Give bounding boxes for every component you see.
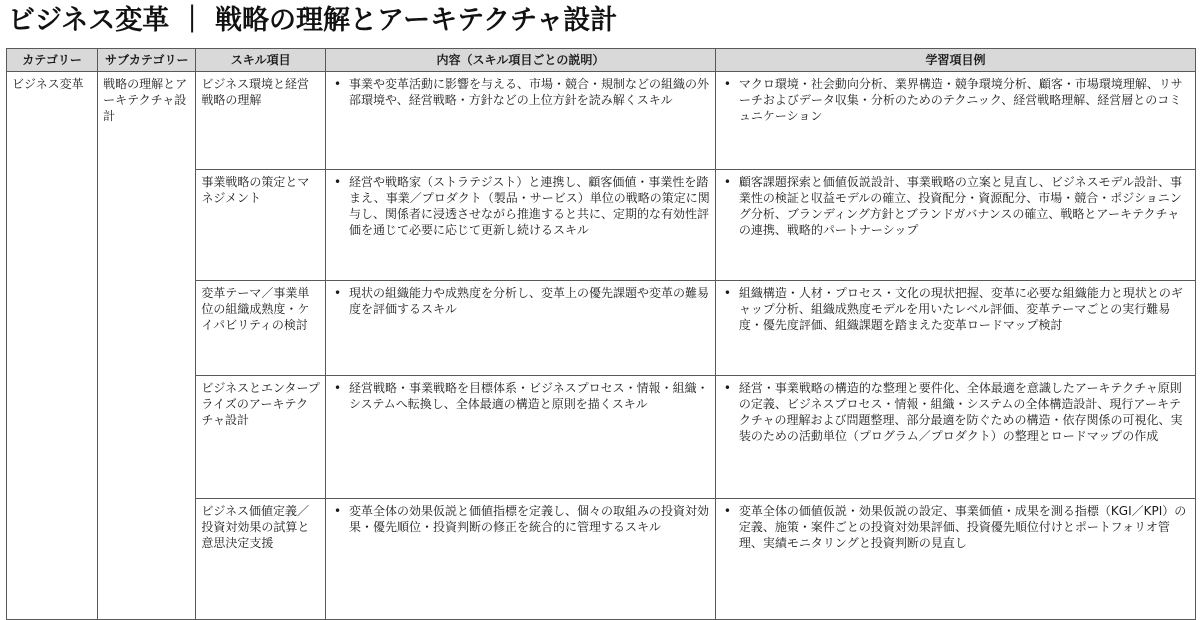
bullet-mark: • bbox=[723, 286, 731, 300]
category-cell: ビジネス変革 bbox=[7, 72, 98, 620]
learning-cell bbox=[715, 281, 1195, 376]
learning-cell bbox=[715, 376, 1195, 499]
learning-text: マクロ環境・社会動向分析、業界構造・競争環境分析、顧客・市場環境理解、リサーチおよびデータ収集・分析のためのテクニック、経営戦略理解、経営層とのコミュニケーション bbox=[738, 77, 1183, 123]
learning-text: 変革全体の価値仮説・効果仮説の設定、事業価値・成果を測る指標（KGI／KPI）の定義、施策・案件ごとの投資対効果評価、投資優先順位付けとポートフォリオ管理、実績モニタリングと投資判断の見直し bbox=[738, 504, 1187, 550]
learning-text: 顧客課題探索と価値仮説設計、事業戦略の立案と見直し、ビジネスモデル設計、事業性の検証と収益モデルの確立、投資配分・資源配分、市場・競合・ポジショニング分析、ブランディング方針とブランドガバナンスの確立、戦略とアーキテクチャの連携、戦略的パートナーシップ bbox=[738, 175, 1182, 237]
skill-cell: ビジネスとエンタープライズのアーキテクチャ設計 bbox=[196, 376, 326, 499]
header-category: カテゴリー bbox=[7, 49, 98, 72]
bullet-mark: • bbox=[334, 77, 342, 91]
learning-cell bbox=[715, 499, 1195, 620]
learning-cell bbox=[715, 72, 1195, 170]
content-cell bbox=[326, 72, 716, 170]
content-text: 事業や変革活動に影響を与える、市場・競合・規制などの組織の外部環境や、経営戦略・方針などの上位方針を読み解くスキル bbox=[349, 77, 710, 107]
header-content: 内容（スキル項目ごとの説明） bbox=[326, 49, 716, 72]
bullet-mark: • bbox=[334, 175, 342, 189]
skill-cell: ビジネス環境と経営戦略の理解 bbox=[196, 72, 326, 170]
header-subcategory: サブカテゴリー bbox=[98, 49, 196, 72]
content-text: 経営や戦略家（ストラテジスト）と連携し、顧客価値・事業性を踏まえ、事業／プロダクト（製品・サービス）単位の戦略の策定に関与し、関係者に浸透させながら推進すると共に、定期的な有効性評価を通じて必要に応じて更新し続けるスキル bbox=[349, 175, 710, 237]
skill-cell: 変革テーマ／事業単位の組織成熟度・ケイパビリティの検討 bbox=[196, 281, 326, 376]
content-text: 変革全体の効果仮説と価値指標を定義し、個々の取組みの投資対効果・優先順位・投資判断の修正を統合的に管理するスキル bbox=[349, 504, 710, 534]
bullet-mark: • bbox=[723, 77, 731, 91]
skill-cell: ビジネス価値定義／投資対効果の試算と意思決定支援 bbox=[196, 499, 326, 620]
skill-cell: 事業戦略の策定とマネジメント bbox=[196, 170, 326, 281]
content-text: 経営戦略・事業戦略を目標体系・ビジネスプロセス・情報・組織・システムへ転換し、全体最適の構造と原則を描くスキル bbox=[349, 381, 709, 411]
bullet-mark: • bbox=[723, 504, 731, 518]
table-header-row bbox=[7, 49, 1196, 72]
skill-table bbox=[6, 48, 1196, 620]
page-title: ビジネス変革 ｜ 戦略の理解とアーキテクチャ設計 bbox=[8, 5, 618, 36]
bullet-mark: • bbox=[723, 175, 731, 189]
bullet-mark: • bbox=[334, 286, 342, 300]
content-cell bbox=[326, 170, 716, 281]
learning-text: 経営・事業戦略の構造的な整理と要件化、全体最適を意識したアーキテクチャ原則の定義、ビジネスプロセス・情報・組織・システムの全体構造設計、現行アーキテクチャの理解および問題整理、部分最適を防ぐための構造・依存関係の可視化、実装のための活動単位（プログラム／プロダクト）の整理とロードマップの作成 bbox=[738, 381, 1183, 443]
table-row bbox=[7, 72, 1196, 170]
learning-text: 組織構造・人材・プロセス・文化の現状把握、変革に必要な組織能力と現状とのギャップ分析、組織成熟度モデルを用いたレベル評価、変革テーマごとの実行難易度・優先度評価、組織課題を踏まえた変革ロードマップ検討 bbox=[738, 286, 1183, 332]
header-skill: スキル項目 bbox=[196, 49, 326, 72]
subcategory-cell: 戦略の理解とアーキテクチャ設計 bbox=[98, 72, 196, 620]
bullet-mark: • bbox=[334, 381, 342, 395]
bullet-mark: • bbox=[334, 504, 342, 518]
header-learning: 学習項目例 bbox=[715, 49, 1195, 72]
content-cell bbox=[326, 376, 716, 499]
learning-cell bbox=[715, 170, 1195, 281]
content-cell bbox=[326, 281, 716, 376]
content-text: 現状の組織能力や成熟度を分析し、変革上の優先課題や変革の難易度を評価するスキル bbox=[349, 286, 710, 316]
bullet-mark: • bbox=[723, 381, 731, 395]
content-cell bbox=[326, 499, 716, 620]
